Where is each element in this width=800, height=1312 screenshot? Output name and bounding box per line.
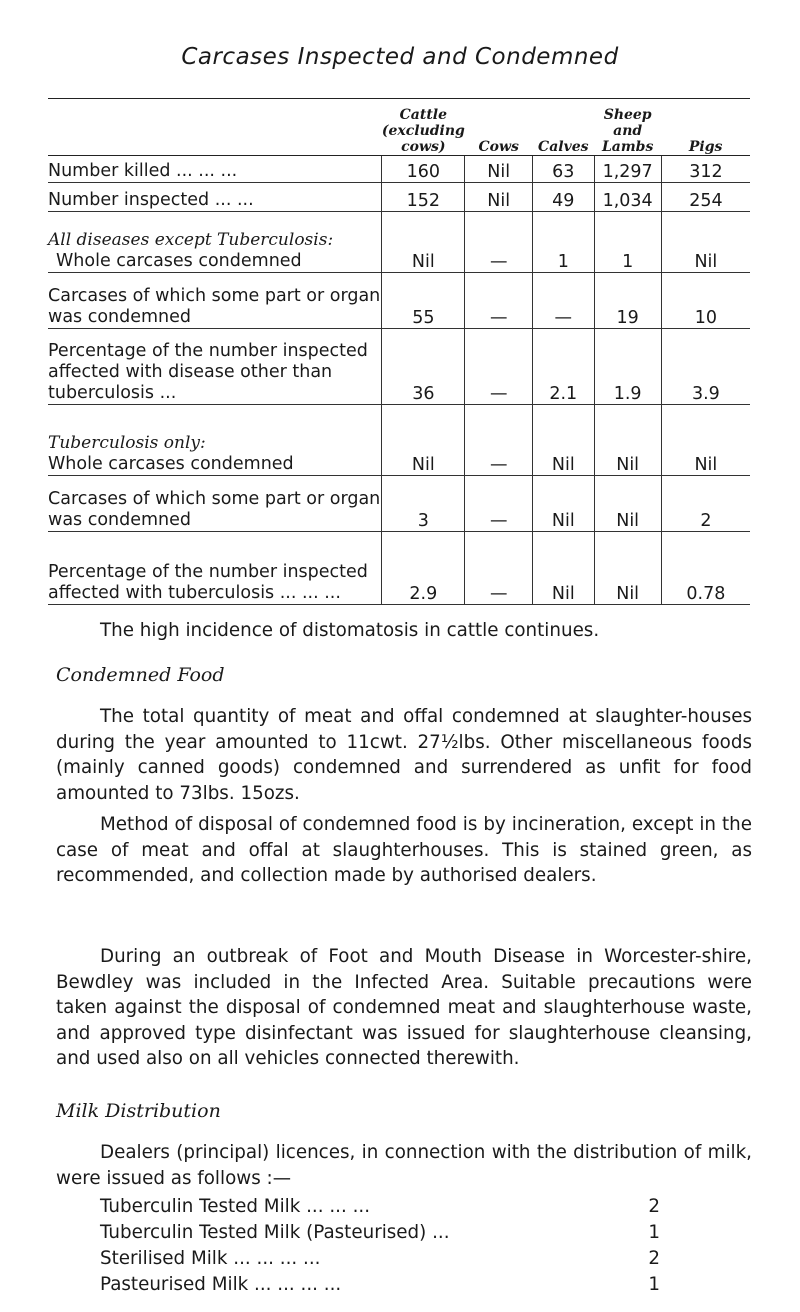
cell: Nil	[465, 156, 533, 183]
row-label-text: Whole carcases condemned	[48, 454, 294, 474]
cell: Nil	[382, 405, 465, 476]
cell: 160	[382, 156, 465, 183]
cell: 1,034	[594, 183, 661, 212]
paragraph-foot-and-mouth	[56, 944, 752, 1072]
table-row	[48, 532, 750, 605]
row-label	[48, 405, 382, 476]
table-row	[48, 476, 750, 532]
paragraph: The high incidence of distomatosis in cattle continues.	[100, 620, 600, 641]
licence-list	[100, 1194, 660, 1298]
licence-count: 2	[648, 1248, 660, 1269]
section-heading: Tuberculosis only:	[48, 433, 206, 453]
cell: 1.9	[594, 329, 661, 405]
cell: —	[465, 532, 533, 605]
cell: 3	[382, 476, 465, 532]
header-sheep: Sheep and Lambs	[594, 99, 661, 156]
cell: Nil	[533, 532, 594, 605]
table-header-row	[48, 99, 750, 156]
cell: Nil	[594, 532, 661, 605]
table-row	[48, 156, 750, 183]
cell: 2.9	[382, 532, 465, 605]
licence-count: 1	[648, 1274, 660, 1295]
cell: 312	[661, 156, 750, 183]
section-heading: All diseases except Tuberculosis:	[48, 230, 334, 250]
row-label: Carcases of which some part or organ was condemned	[48, 476, 382, 532]
cell: —	[465, 405, 533, 476]
cell: —	[465, 476, 533, 532]
cell: Nil	[594, 476, 661, 532]
cell: 36	[382, 329, 465, 405]
header-cattle: Cattle (excluding cows)	[382, 99, 465, 156]
header-blank	[48, 99, 382, 156]
list-item	[100, 1194, 660, 1220]
cell: Nil	[533, 476, 594, 532]
paragraph: Method of disposal of condemned food is by incineration, except in the case of meat and offal at slaughterhouses. This is stained green, as recommended, and collection made by authorised dealers.	[56, 814, 752, 886]
header-cows: Cows	[465, 99, 533, 156]
cell: —	[465, 212, 533, 273]
cell: Nil	[533, 405, 594, 476]
licence-count: 2	[648, 1196, 660, 1217]
cell: —	[465, 273, 533, 329]
cell: 63	[533, 156, 594, 183]
licence-label: Pasteurised Milk ... ... ... ...	[100, 1274, 342, 1295]
cell: Nil	[594, 405, 661, 476]
list-item	[100, 1272, 660, 1298]
cell: 10	[661, 273, 750, 329]
cell: Nil	[661, 212, 750, 273]
row-label-text: Whole carcases condemned	[56, 251, 302, 271]
cell: 1	[594, 212, 661, 273]
cell: 0.78	[661, 532, 750, 605]
header-pigs: Pigs	[661, 99, 750, 156]
heading-condemned-food: Condemned Food	[56, 664, 225, 686]
cell: 1	[533, 212, 594, 273]
cell: 19	[594, 273, 661, 329]
paragraph: The total quantity of meat and offal condemned at slaughter-houses during the year amounted to 11cwt. 27½lbs. Other miscellaneous foods (mainly canned goods) condemned and surrendered as unfit for food amounted to 73lbs. 15ozs.	[56, 706, 752, 804]
licence-label: Sterilised Milk ... ... ... ...	[100, 1248, 321, 1269]
paragraph-food-quantity	[56, 704, 752, 806]
table-row	[48, 183, 750, 212]
paragraph-licences	[56, 1140, 752, 1191]
licence-label: Tuberculin Tested Milk ... ... ...	[100, 1196, 371, 1217]
cell: 1,297	[594, 156, 661, 183]
page-title: Carcases Inspected and Condemned	[181, 44, 619, 70]
carcases-table	[48, 98, 750, 605]
table-row	[48, 405, 750, 476]
cell: Nil	[382, 212, 465, 273]
paragraph-distomatosis	[56, 618, 752, 644]
cell: 2.1	[533, 329, 594, 405]
paragraph: During an outbreak of Foot and Mouth Disease in Worcester-shire, Bewdley was included in the Infected Area. Suitable precautions were taken against the disposal of condemned meat and slaughterhouse waste, and approved type disinfectant was issued for slaughterhouse cleansing, and used also on all vehicles connected therewith.	[56, 946, 752, 1069]
row-label: Percentage of the number inspected affected with disease other than tuberculosis ...	[48, 329, 382, 405]
licence-label: Tuberculin Tested Milk (Pasteurised) ...	[100, 1222, 450, 1243]
cell: 55	[382, 273, 465, 329]
header-calves: Calves	[533, 99, 594, 156]
row-label: Percentage of the number inspected affected with tuberculosis ... ... ...	[48, 532, 382, 605]
cell: Nil	[661, 405, 750, 476]
cell: —	[533, 273, 594, 329]
cell: Nil	[465, 183, 533, 212]
cell: 152	[382, 183, 465, 212]
cell: —	[465, 329, 533, 405]
list-item	[100, 1246, 660, 1272]
cell: 49	[533, 183, 594, 212]
cell: 254	[661, 183, 750, 212]
cell: 3.9	[661, 329, 750, 405]
paragraph-disposal	[56, 812, 752, 889]
row-label: Number inspected ... ...	[48, 183, 382, 212]
paragraph: Dealers (principal) licences, in connection with the distribution of milk, were issued as follows :—	[56, 1142, 752, 1189]
table-row	[48, 329, 750, 405]
list-item	[100, 1220, 660, 1246]
table-row	[48, 273, 750, 329]
table-row	[48, 212, 750, 273]
heading-milk-distribution: Milk Distribution	[56, 1100, 221, 1122]
licence-count: 1	[648, 1222, 660, 1243]
cell: 2	[661, 476, 750, 532]
row-label: Number killed ... ... ...	[48, 156, 382, 183]
row-label: Carcases of which some part or organ was condemned	[48, 273, 382, 329]
row-label	[48, 212, 382, 273]
